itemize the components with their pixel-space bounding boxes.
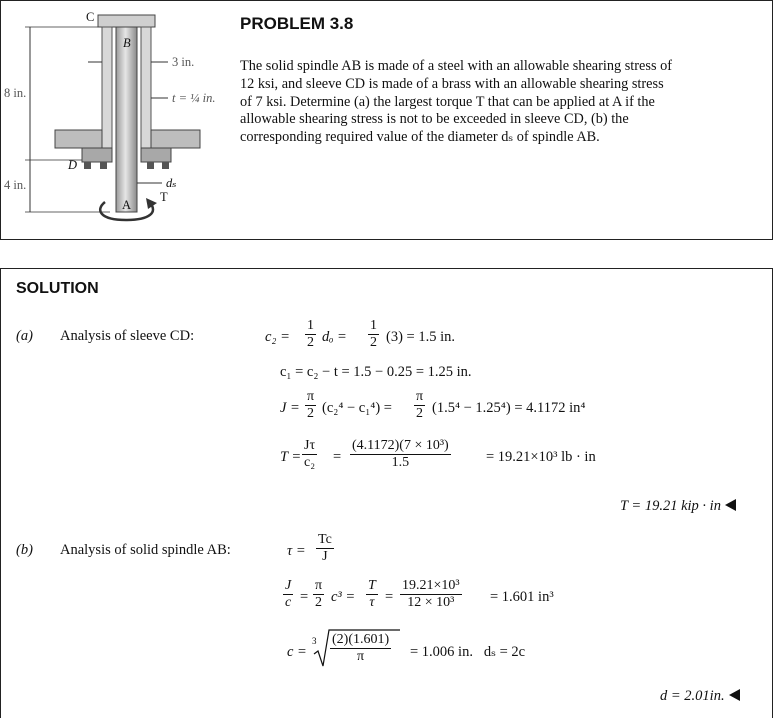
- frac-den: c: [285, 595, 292, 610]
- label-torque: T: [160, 190, 168, 204]
- frac-num: J: [285, 578, 292, 593]
- b-eq2-eq2: =: [385, 589, 394, 605]
- statement-line: 12 ksi, and sleeve CD is made of a brass with an allowable shearing stress: [240, 75, 664, 92]
- a-eq4-lhs: T =: [280, 449, 302, 465]
- label-a: A: [122, 198, 132, 212]
- b-eq1-lhs: τ =: [287, 543, 306, 559]
- sleeve-top-cap: [98, 15, 155, 27]
- statement-line: corresponding required value of the diameter dₛ of spindle AB.: [240, 129, 600, 146]
- label-d: D: [68, 158, 78, 172]
- a-eq1-half2: [368, 318, 379, 351]
- part-a-heading: Analysis of sleeve CD:: [60, 328, 195, 344]
- answer-b-text: d = 2.01in.: [660, 688, 725, 704]
- answer-arrow-icon: [725, 499, 736, 511]
- statement-line: The solid spindle AB is made of a steel with an allowable shearing stress of: [240, 58, 672, 74]
- b-eq2-mid: c³ =: [331, 589, 356, 605]
- a-eq3-mid: (c₂⁴ − c₁⁴) =: [322, 400, 392, 416]
- dim-4in-label: 4 in.: [4, 178, 27, 192]
- frac-num: 1: [370, 318, 377, 333]
- frac-den: 2: [370, 335, 377, 350]
- left-support: [55, 130, 102, 148]
- a-eq1-half: [305, 318, 316, 351]
- bolt: [147, 162, 154, 169]
- b-eq2-frac3: [366, 578, 378, 611]
- part-b-label: (b): [16, 542, 33, 558]
- dim-8in-label: 8 in.: [4, 86, 27, 100]
- answer-b: [660, 688, 740, 705]
- frac-den: τ: [369, 595, 375, 610]
- dim-t-label: t = ¼ in.: [172, 91, 216, 105]
- dim-ds-label: dₛ: [166, 176, 177, 190]
- b-eq2-rhs: = 1.601 in³: [490, 589, 554, 605]
- left-flange: [82, 148, 112, 162]
- a-eq3-rhs: (1.5⁴ − 1.25⁴) = 4.1172 in⁴: [432, 400, 586, 416]
- a-eq4-frac2: [350, 438, 451, 471]
- problem-title: PROBLEM 3.8: [240, 14, 354, 33]
- a-eq1-lhs: c₂ =: [265, 329, 290, 345]
- frac-num: (4.1172)(7 × 10³): [352, 438, 449, 453]
- frac-den: 2: [307, 335, 314, 350]
- answer-a-text: T = 19.21 kip · in: [620, 498, 721, 514]
- frac-den: J: [322, 549, 328, 564]
- frac-num: π: [307, 389, 315, 404]
- frac-num: π: [416, 389, 424, 404]
- label-c: C: [86, 10, 95, 24]
- frac-den: π: [357, 649, 365, 664]
- spindle-ab: [116, 27, 137, 212]
- a-eq2: c₁ = c₂ − t = 1.5 − 0.25 = 1.25 in.: [280, 364, 472, 380]
- frac-den: 2: [307, 406, 315, 421]
- a-eq4-eq: =: [333, 449, 342, 465]
- sleeve-right-wall: [141, 27, 151, 162]
- problem-statement: [240, 58, 760, 147]
- frac-num: Jτ: [304, 438, 316, 453]
- frac-num: 19.21×10³: [402, 578, 460, 593]
- b-eq2-frac1: [283, 578, 293, 611]
- a-eq3-pi-frac2: [414, 389, 425, 422]
- part-b-heading: Analysis of solid spindle AB:: [60, 542, 231, 558]
- bolt: [162, 162, 169, 169]
- bolt: [100, 162, 107, 169]
- solution-title: SOLUTION: [16, 280, 99, 297]
- frac-den: c₂: [303, 455, 316, 470]
- a-eq1-rhs: (3) = 1.5 in.: [386, 329, 455, 345]
- sleeve-left-wall: [102, 27, 112, 162]
- label-b: B: [123, 36, 131, 50]
- b-eq3-rhs: = 1.006 in. dₛ = 2c: [410, 644, 526, 660]
- a-eq4-frac1: [302, 438, 317, 471]
- frac-den: 12 × 10³: [407, 595, 455, 610]
- svg-text:3: 3: [312, 636, 317, 646]
- bolt: [84, 162, 91, 169]
- answer-arrow-icon: [729, 689, 740, 701]
- a-eq4-rhs: = 19.21×10³ lb · in: [486, 449, 596, 465]
- frac-num: T: [368, 578, 376, 593]
- frac-num: π: [315, 578, 323, 593]
- part-a-label: (a): [16, 328, 33, 344]
- frac-num: Tc: [318, 532, 332, 547]
- frac-num: 1: [307, 318, 314, 333]
- statement-line: allowable shearing stress is not to be exceeded in sleeve CD, (b) the: [240, 111, 629, 128]
- spindle-sleeve-figure: [0, 0, 235, 240]
- b-eq2-frac2: [313, 578, 324, 611]
- right-support: [151, 130, 200, 148]
- dim-3in-label: 3 in.: [172, 55, 195, 69]
- b-eq3-frac: [330, 632, 391, 665]
- b-eq2-eq1: =: [300, 589, 309, 605]
- right-flange: [141, 148, 171, 162]
- frac-den: 2: [315, 595, 323, 610]
- a-eq3-pi-frac: [305, 389, 316, 422]
- answer-a: [620, 498, 736, 515]
- b-eq1-frac: [316, 532, 334, 565]
- frac-den: 2: [416, 406, 424, 421]
- statement-line: of 7 ksi. Determine (a) the largest torque T that can be applied at A if the: [240, 93, 655, 110]
- a-eq1-mid: dₒ =: [322, 329, 347, 345]
- b-eq3-lhs: c =: [287, 644, 307, 660]
- b-eq2-frac4: [400, 578, 462, 611]
- frac-num: (2)(1.601): [332, 632, 390, 647]
- frac-den: 1.5: [391, 455, 410, 470]
- a-eq3-lhs: J =: [280, 400, 300, 416]
